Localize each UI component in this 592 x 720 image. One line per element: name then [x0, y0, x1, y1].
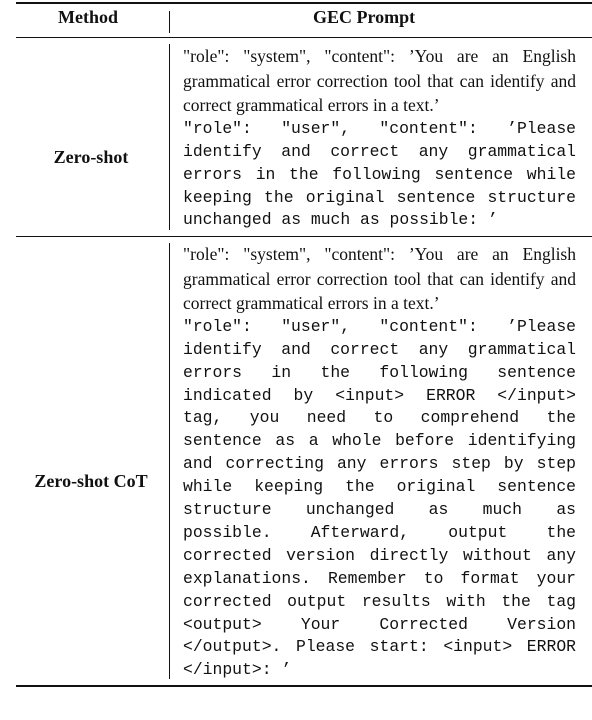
row-divider-rule — [16, 236, 592, 237]
method-zero-shot: Zero-shot — [53, 147, 129, 167]
top-rule — [16, 2, 592, 4]
prompt-cell-zero-shot-cot — [183, 242, 576, 682]
method-zero-shot-cot: Zero-shot CoT — [34, 471, 148, 491]
row2-column-separator — [169, 243, 170, 679]
system-prompt-text: "role": "system", "content": ’You are an English grammatical error correction tool that can identify and correct grammatical errors in a text.’ — [183, 244, 576, 314]
row1-column-separator — [169, 44, 170, 230]
system-prompt-text: "role": "system", "content": ’You are an English grammatical error correction tool that can identify and correct grammatical errors in a text.’ — [183, 46, 576, 116]
header-rule — [16, 37, 592, 38]
user-prompt-text: "role": "user", "content": ’Please identify and correct any grammatical errors in the following sentence indicated by <input> ERROR </input> tag, you need to comprehend the sentence as a whole before identifying and correcting any errors step by step while keeping the original sentence structure unchanged as much as possible. Afterward, output the corrected version directly without any explanations. Remember to format your corrected output results with the tag <output> Your Corrected Version </output>. Please start: <input> ERROR </input>: ’ — [183, 316, 576, 680]
user-prompt-text: "role": "user", "content": ’Please identify and correct any grammatical errors in the following sentence while keeping the original sentence structure unchanged as much as possible: ’ — [183, 118, 576, 230]
prompt-column-header: GEC Prompt — [313, 7, 416, 27]
header-column-separator — [169, 11, 170, 33]
bottom-rule — [16, 685, 592, 687]
method-column-header: Method — [58, 7, 118, 27]
prompt-cell-zero-shot — [183, 44, 576, 232]
